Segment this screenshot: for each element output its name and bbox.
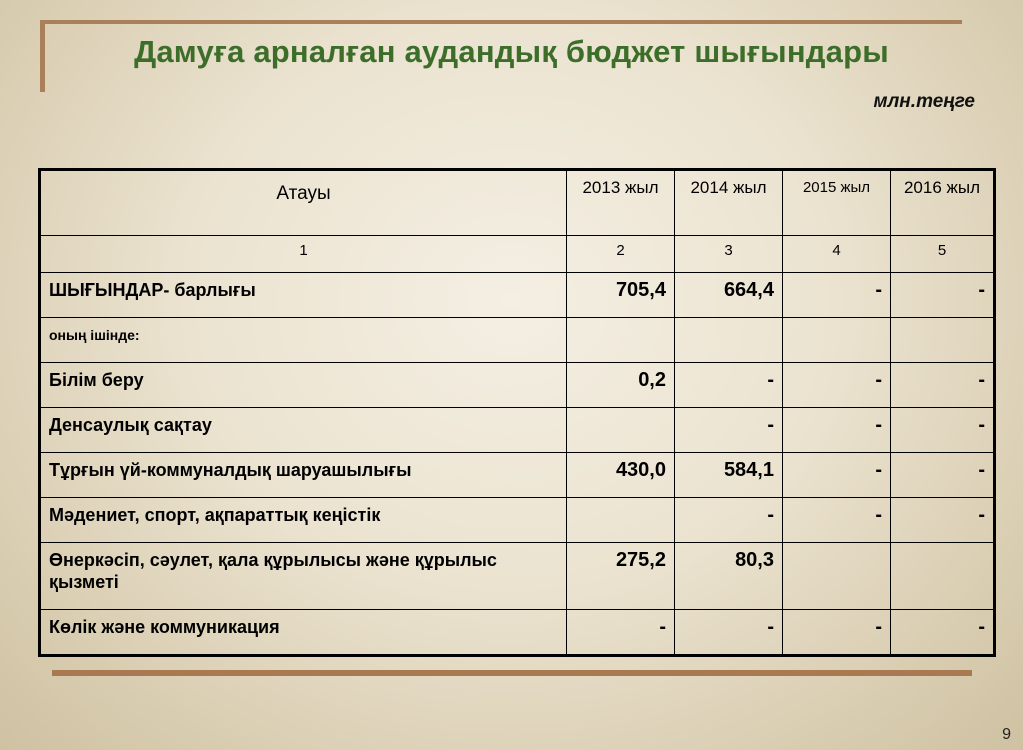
- value-2014: 80,3: [675, 543, 783, 610]
- table-row: [40, 610, 995, 656]
- row-name: оның ішінде:: [40, 318, 567, 363]
- header-2014: 2014 жыл: [675, 170, 783, 236]
- column-number-row: [40, 236, 995, 273]
- row-name: ШЫҒЫНДАР- барлығы: [40, 273, 567, 318]
- value-2015: -: [783, 453, 891, 498]
- slide-title: Дамуға арналған аудандық бюджет шығындары: [134, 34, 889, 69]
- value-2013: [567, 408, 675, 453]
- value-2016: -: [891, 408, 995, 453]
- decorative-top-line: [40, 20, 962, 24]
- row-name: Тұрғын үй-коммуналдық шаруашылығы: [40, 453, 567, 498]
- value-2016: -: [891, 610, 995, 656]
- column-number: 3: [675, 236, 783, 273]
- table-row: [40, 543, 995, 610]
- table-row: [40, 453, 995, 498]
- value-2014: 584,1: [675, 453, 783, 498]
- budget-table: [38, 168, 996, 657]
- value-2015: -: [783, 408, 891, 453]
- value-2015: [783, 543, 891, 610]
- value-2013: -: [567, 610, 675, 656]
- value-2016: -: [891, 453, 995, 498]
- column-number: 4: [783, 236, 891, 273]
- value-2016: -: [891, 363, 995, 408]
- unit-label: млн.теңге: [873, 91, 975, 112]
- row-name: Көлік және коммуникация: [40, 610, 567, 656]
- value-2013: [567, 318, 675, 363]
- column-number: 1: [40, 236, 567, 273]
- value-2013: 0,2: [567, 363, 675, 408]
- header-2016: 2016 жыл: [891, 170, 995, 236]
- table-row: [40, 363, 995, 408]
- value-2015: -: [783, 363, 891, 408]
- row-name: Білім беру: [40, 363, 567, 408]
- header-2015: 2015 жыл: [783, 170, 891, 236]
- column-number: 5: [891, 236, 995, 273]
- table-row: [40, 273, 995, 318]
- page-number: 9: [1002, 726, 1011, 743]
- value-2016: [891, 318, 995, 363]
- value-2014: 664,4: [675, 273, 783, 318]
- table-row: [40, 498, 995, 543]
- value-2014: [675, 318, 783, 363]
- value-2014: -: [675, 408, 783, 453]
- decorative-bottom-line: [52, 670, 972, 676]
- value-2013: [567, 498, 675, 543]
- row-name: Өнеркәсіп, сәулет, қала құрылысы және құрылыс қызметі: [40, 543, 567, 610]
- value-2013: 705,4: [567, 273, 675, 318]
- value-2015: -: [783, 498, 891, 543]
- value-2013: 430,0: [567, 453, 675, 498]
- value-2015: -: [783, 610, 891, 656]
- header-name: Атауы: [40, 170, 567, 236]
- value-2014: -: [675, 498, 783, 543]
- value-2014: -: [675, 610, 783, 656]
- column-number: 2: [567, 236, 675, 273]
- value-2016: -: [891, 273, 995, 318]
- value-2013: 275,2: [567, 543, 675, 610]
- value-2014: -: [675, 363, 783, 408]
- value-2016: -: [891, 498, 995, 543]
- value-2016: [891, 543, 995, 610]
- value-2015: [783, 318, 891, 363]
- row-name: Денсаулық сақтау: [40, 408, 567, 453]
- row-name: Мәдениет, спорт, ақпараттық кеңістік: [40, 498, 567, 543]
- value-2015: -: [783, 273, 891, 318]
- table-row: [40, 408, 995, 453]
- table-row: [40, 318, 995, 363]
- table-header-row: [40, 170, 995, 236]
- header-2013: 2013 жыл: [567, 170, 675, 236]
